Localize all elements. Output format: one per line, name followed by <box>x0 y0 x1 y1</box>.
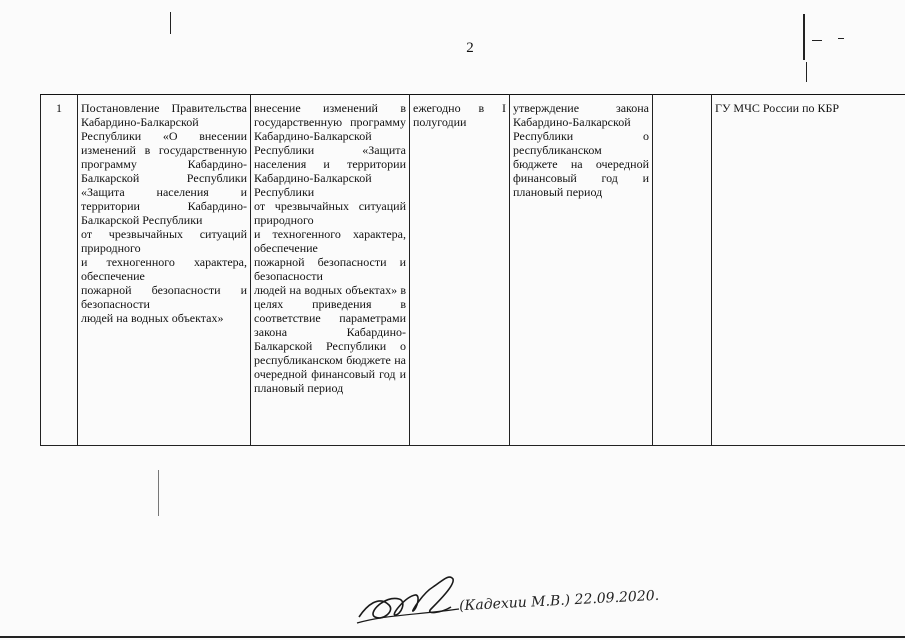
signature-note: (Кадехии М.В.) 22.09.2020. <box>458 587 660 615</box>
scan-mark <box>812 40 822 41</box>
content-cell <box>251 95 410 446</box>
signature-area <box>355 565 685 635</box>
scan-mark <box>806 62 807 82</box>
basis-text: утверждение закона Кабардино-Балкарской Республики о республиканском бюджете на очередной финансовый год и плановый период <box>513 101 649 199</box>
signature-graphic <box>355 565 465 635</box>
table-row <box>41 95 905 446</box>
document-name: Постановление Правительства Кабардино-Балкарской Республики «О внесении изменений в государственную программу Кабардино-Балкарской Республики «Защита населения и территории Кабардино-Балкарской Республики от чрезвычайных ситуаций природного и техногенного характера, обеспечение пожарной безопасности и безопасности людей на водных объектах» <box>81 101 247 325</box>
page-number: 2 <box>466 40 474 56</box>
scan-bottom-edge <box>0 636 905 638</box>
scan-mark <box>170 12 171 34</box>
scan-mark <box>838 38 844 39</box>
empty-cell <box>653 95 712 446</box>
row-number-cell <box>41 95 78 446</box>
basis-cell <box>510 95 653 446</box>
deadline-text: ежегодно в I полугодии <box>413 101 506 129</box>
content-text: внесение изменений в государственную программу Кабардино-Балкарской Республики «Защита населения и территории Кабардино-Балкарской Республики от чрезвычайных ситуаций природного и техногенного характера, обеспечение пожарной безопасности и безопасности людей на водных объектах» в целях приведения в соответствие параметрами закона Кабардино-Балкарской Республики о республиканском бюджете на очередной финансовый год и плановый период <box>254 101 406 395</box>
scan-mark <box>158 470 159 516</box>
document-table <box>40 94 905 446</box>
responsible-text: ГУ МЧС России по КБР <box>715 101 840 115</box>
document-name-cell <box>78 95 251 446</box>
row-number: 1 <box>56 101 62 115</box>
deadline-cell <box>410 95 510 446</box>
scan-mark <box>803 14 805 60</box>
responsible-cell <box>712 95 905 446</box>
